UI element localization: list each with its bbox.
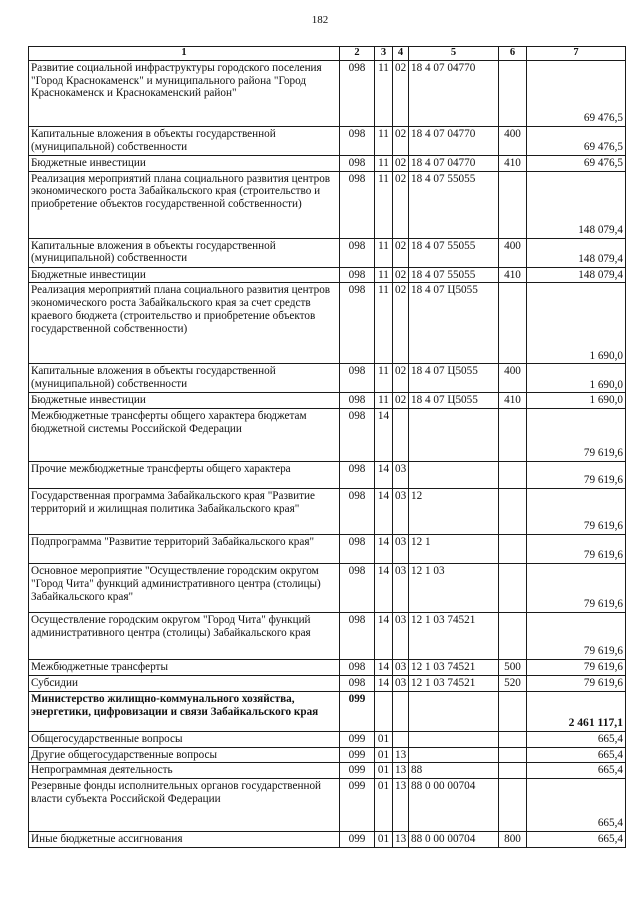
table-row (29, 155, 626, 171)
row-subsection: 02 (393, 60, 409, 126)
row-expense-type (499, 489, 527, 535)
row-ved: 098 (340, 564, 375, 613)
row-section: 14 (375, 613, 393, 660)
row-name: Капитальные вложения в объекты государственной (муниципальной) собственности (29, 364, 340, 393)
col-header: 3 (375, 47, 393, 61)
row-ved: 098 (340, 364, 375, 393)
row-subsection: 02 (393, 393, 409, 409)
row-amount: 1 690,0 (527, 393, 626, 409)
row-expense-type (499, 409, 527, 462)
row-amount: 2 461 117,1 (527, 691, 626, 731)
row-target-article (409, 731, 499, 747)
row-ved: 099 (340, 691, 375, 731)
row-ved: 098 (340, 60, 375, 126)
row-amount: 665,4 (527, 731, 626, 747)
row-subsection (393, 691, 409, 731)
row-section: 14 (375, 489, 393, 535)
row-subsection: 02 (393, 283, 409, 364)
row-expense-type (499, 691, 527, 731)
row-amount: 79 619,6 (527, 489, 626, 535)
table-row (29, 238, 626, 267)
row-ved: 098 (340, 171, 375, 238)
row-section: 01 (375, 763, 393, 779)
row-subsection: 03 (393, 675, 409, 691)
row-ved: 098 (340, 126, 375, 155)
table-row (29, 409, 626, 462)
row-amount: 148 079,4 (527, 238, 626, 267)
row-subsection: 02 (393, 171, 409, 238)
row-ved: 098 (340, 267, 375, 283)
row-amount: 665,4 (527, 779, 626, 832)
row-section: 11 (375, 126, 393, 155)
table-row (29, 283, 626, 364)
row-section: 14 (375, 675, 393, 691)
table-row (29, 60, 626, 126)
row-ved: 098 (340, 489, 375, 535)
row-ved: 098 (340, 283, 375, 364)
row-name: Межбюджетные трансферты общего характера бюджетам бюджетной системы Российской Федерации (29, 409, 340, 462)
row-subsection: 13 (393, 747, 409, 763)
row-name: Развитие социальной инфраструктуры городского поселения "Город Краснокаменск" и муниципального района "Город Краснокаменск и Краснокаменский район" (29, 60, 340, 126)
row-ved: 098 (340, 613, 375, 660)
row-ved: 098 (340, 462, 375, 489)
row-target-article: 12 1 03 74521 (409, 660, 499, 676)
row-expense-type (499, 171, 527, 238)
row-name: Межбюджетные трансферты (29, 660, 340, 676)
row-amount: 79 619,6 (527, 564, 626, 613)
row-name: Субсидии (29, 675, 340, 691)
row-name: Осуществление городским округом "Город Чита" функций административного центра (столицы) Забайкальского края (29, 613, 340, 660)
row-amount: 69 476,5 (527, 60, 626, 126)
table-row (29, 489, 626, 535)
col-header: 1 (29, 47, 340, 61)
row-subsection: 02 (393, 155, 409, 171)
row-section: 01 (375, 747, 393, 763)
row-section: 11 (375, 393, 393, 409)
row-ved: 099 (340, 747, 375, 763)
row-target-article: 18 4 07 04770 (409, 155, 499, 171)
row-target-article: 18 4 07 Ц5055 (409, 364, 499, 393)
row-expense-type: 520 (499, 675, 527, 691)
row-amount: 79 619,6 (527, 535, 626, 564)
row-subsection: 03 (393, 660, 409, 676)
row-ved: 098 (340, 535, 375, 564)
row-section: 14 (375, 409, 393, 462)
table-row (29, 675, 626, 691)
row-subsection: 03 (393, 564, 409, 613)
table-row (29, 763, 626, 779)
row-name: Непрограммная деятельность (29, 763, 340, 779)
row-expense-type (499, 283, 527, 364)
row-section: 11 (375, 283, 393, 364)
table-row (29, 462, 626, 489)
table-row (29, 731, 626, 747)
row-amount: 79 619,6 (527, 409, 626, 462)
col-header: 7 (527, 47, 626, 61)
table-row (29, 747, 626, 763)
row-amount: 665,4 (527, 832, 626, 848)
table-row (29, 267, 626, 283)
row-section (375, 691, 393, 731)
row-section: 11 (375, 60, 393, 126)
row-target-article: 18 4 07 Ц5055 (409, 393, 499, 409)
row-section: 11 (375, 238, 393, 267)
row-subsection: 03 (393, 489, 409, 535)
row-name: Реализация мероприятий плана социального развития центров экономического роста Забайкальского края за счет средств краевого бюджета (строительство и приобретение объектов государственной собственности) (29, 283, 340, 364)
row-name: Подпрограмма "Развитие территорий Забайкальского края" (29, 535, 340, 564)
row-ved: 098 (340, 409, 375, 462)
row-subsection: 13 (393, 763, 409, 779)
row-subsection: 02 (393, 126, 409, 155)
row-target-article: 88 0 00 00704 (409, 779, 499, 832)
row-amount: 665,4 (527, 763, 626, 779)
table-row (29, 832, 626, 848)
row-target-article: 12 1 03 74521 (409, 675, 499, 691)
row-target-article: 12 (409, 489, 499, 535)
row-expense-type (499, 731, 527, 747)
row-name: Министерство жилищно-коммунального хозяйства, энергетики, цифровизации и связи Забайкальского края (29, 691, 340, 731)
header-row (29, 47, 626, 61)
row-expense-type (499, 747, 527, 763)
row-name: Капитальные вложения в объекты государственной (муниципальной) собственности (29, 126, 340, 155)
row-expense-type (499, 564, 527, 613)
row-target-article: 88 (409, 763, 499, 779)
col-header: 4 (393, 47, 409, 61)
table-row (29, 660, 626, 676)
row-subsection (393, 409, 409, 462)
col-header: 2 (340, 47, 375, 61)
row-target-article (409, 691, 499, 731)
col-header: 5 (409, 47, 499, 61)
row-section: 11 (375, 155, 393, 171)
row-ved: 098 (340, 238, 375, 267)
row-name: Основное мероприятие "Осуществление городским округом "Город Чита" функций административного центра (столицы) Забайкальского края" (29, 564, 340, 613)
row-amount: 148 079,4 (527, 267, 626, 283)
row-expense-type (499, 462, 527, 489)
row-subsection: 02 (393, 364, 409, 393)
row-subsection: 03 (393, 462, 409, 489)
row-ved: 098 (340, 660, 375, 676)
row-section: 11 (375, 171, 393, 238)
row-subsection: 02 (393, 238, 409, 267)
col-header: 6 (499, 47, 527, 61)
row-name: Капитальные вложения в объекты государственной (муниципальной) собственности (29, 238, 340, 267)
row-name: Другие общегосударственные вопросы (29, 747, 340, 763)
row-ved: 098 (340, 393, 375, 409)
table-row (29, 393, 626, 409)
row-target-article: 18 4 07 04770 (409, 60, 499, 126)
row-subsection: 02 (393, 267, 409, 283)
row-amount: 1 690,0 (527, 283, 626, 364)
row-expense-type (499, 779, 527, 832)
row-target-article: 88 0 00 00704 (409, 832, 499, 848)
row-target-article: 12 1 03 (409, 564, 499, 613)
row-target-article (409, 462, 499, 489)
row-section: 11 (375, 267, 393, 283)
row-target-article: 12 1 (409, 535, 499, 564)
row-amount: 148 079,4 (527, 171, 626, 238)
row-expense-type: 400 (499, 364, 527, 393)
row-expense-type: 400 (499, 238, 527, 267)
row-amount: 665,4 (527, 747, 626, 763)
row-section: 14 (375, 660, 393, 676)
row-target-article: 18 4 07 55055 (409, 238, 499, 267)
row-name: Реализация мероприятий плана социального развития центров экономического роста Забайкальского края (строительство и приобретение объектов государственной собственности) (29, 171, 340, 238)
row-subsection (393, 731, 409, 747)
table-row (29, 564, 626, 613)
row-section: 01 (375, 731, 393, 747)
row-expense-type (499, 60, 527, 126)
row-ved: 098 (340, 675, 375, 691)
row-name: Государственная программа Забайкальского края "Развитие территорий и жилищная политика Забайкальского края" (29, 489, 340, 535)
table-body (29, 60, 626, 847)
row-subsection: 13 (393, 832, 409, 848)
row-section: 14 (375, 462, 393, 489)
row-ved: 099 (340, 779, 375, 832)
row-name: Бюджетные инвестиции (29, 393, 340, 409)
row-name: Прочие межбюджетные трансферты общего характера (29, 462, 340, 489)
row-subsection: 03 (393, 613, 409, 660)
row-ved: 099 (340, 763, 375, 779)
row-name: Резервные фонды исполнительных органов государственной власти субъекта Российской Федерации (29, 779, 340, 832)
row-name: Общегосударственные вопросы (29, 731, 340, 747)
row-section: 11 (375, 364, 393, 393)
table-row (29, 779, 626, 832)
row-expense-type (499, 613, 527, 660)
row-amount: 79 619,6 (527, 613, 626, 660)
row-amount: 79 619,6 (527, 660, 626, 676)
row-target-article: 18 4 07 55055 (409, 267, 499, 283)
table-row (29, 691, 626, 731)
row-section: 01 (375, 832, 393, 848)
table-row (29, 364, 626, 393)
row-expense-type: 410 (499, 393, 527, 409)
budget-table (28, 46, 626, 848)
row-amount: 69 476,5 (527, 126, 626, 155)
row-amount: 69 476,5 (527, 155, 626, 171)
row-expense-type: 410 (499, 155, 527, 171)
table-row (29, 613, 626, 660)
row-ved: 099 (340, 832, 375, 848)
row-subsection: 13 (393, 779, 409, 832)
row-ved: 098 (340, 155, 375, 171)
table-row (29, 535, 626, 564)
row-amount: 79 619,6 (527, 462, 626, 489)
row-ved: 099 (340, 731, 375, 747)
row-amount: 1 690,0 (527, 364, 626, 393)
row-subsection: 03 (393, 535, 409, 564)
row-name: Бюджетные инвестиции (29, 267, 340, 283)
row-expense-type: 800 (499, 832, 527, 848)
row-section: 01 (375, 779, 393, 832)
row-name: Иные бюджетные ассигнования (29, 832, 340, 848)
row-amount: 79 619,6 (527, 675, 626, 691)
row-target-article: 18 4 07 55055 (409, 171, 499, 238)
row-section: 14 (375, 535, 393, 564)
row-expense-type (499, 535, 527, 564)
row-expense-type: 410 (499, 267, 527, 283)
row-target-article: 18 4 07 04770 (409, 126, 499, 155)
row-name: Бюджетные инвестиции (29, 155, 340, 171)
table-row (29, 126, 626, 155)
row-expense-type: 500 (499, 660, 527, 676)
row-expense-type: 400 (499, 126, 527, 155)
row-section: 14 (375, 564, 393, 613)
row-expense-type (499, 763, 527, 779)
row-target-article (409, 747, 499, 763)
row-target-article: 12 1 03 74521 (409, 613, 499, 660)
row-target-article: 18 4 07 Ц5055 (409, 283, 499, 364)
row-target-article (409, 409, 499, 462)
table-row (29, 171, 626, 238)
page-number: 182 (311, 14, 329, 26)
